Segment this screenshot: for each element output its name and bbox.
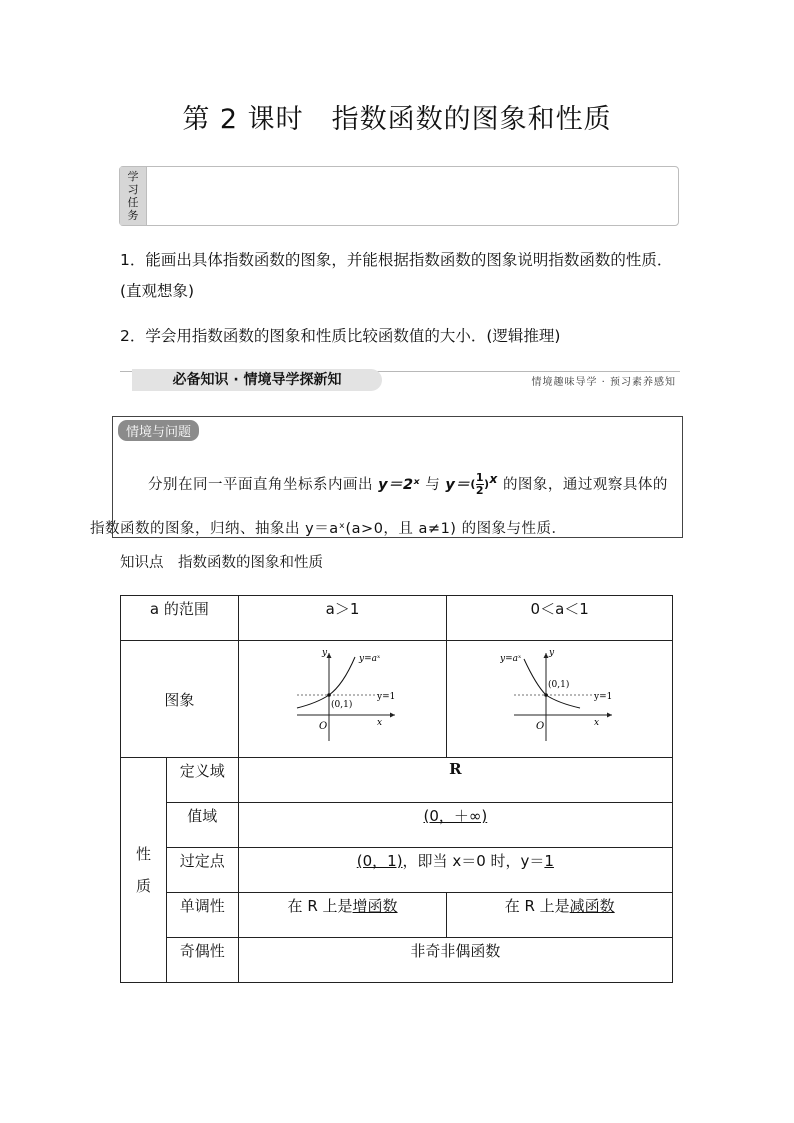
learning-task-label: 学习任务 — [120, 167, 147, 225]
parity-value: 非奇非偶函数 — [238, 938, 672, 983]
parity-label: 奇偶性 — [166, 938, 238, 983]
graph-increasing — [238, 641, 447, 758]
properties-table — [120, 595, 673, 983]
curve-label: y=aˣ — [499, 654, 521, 664]
point-label: (0,1) — [547, 680, 570, 690]
section-banner — [120, 367, 680, 393]
line-label: y=1 — [376, 692, 395, 702]
situation-text: 分别在同一平面直角坐标系内画出 y＝2ˣ 与 y＝( $\frac{1}{2}$ )$^x$ 的图象，通过观察具体的 指数函数的图象，归纳、抽象出 y＝aˣ(a>0，且 a≠1) 的图象与性质． — [90, 471, 668, 537]
graph-decreasing — [447, 641, 673, 758]
domain-value: R — [238, 758, 672, 803]
line-label: y=1 — [593, 692, 613, 702]
monotonicity-label: 单调性 — [166, 893, 238, 938]
range-label: 值域 — [166, 803, 238, 848]
x-axis-label: x — [376, 718, 382, 728]
monotonicity-increasing: 在 R 上是增函数 — [238, 893, 447, 938]
property-label: 性 质 — [121, 758, 167, 983]
decreasing-exponential-graph — [500, 647, 620, 747]
origin-label: O — [318, 721, 327, 732]
page-title: 第 2 课时 指数函数的图象和性质 — [182, 104, 612, 135]
fixed-point-value: (0，1)，即当 x＝0 时，y＝1 — [238, 848, 672, 893]
situation-tag: 情境与问题 — [118, 420, 199, 441]
banner-title: 必备知识 · 情境导学探新知 — [132, 369, 382, 391]
increasing-exponential-graph — [283, 647, 403, 747]
x-axis-label: x — [593, 718, 599, 728]
origin-label: O — [535, 721, 544, 732]
graph-label: 图象 — [121, 641, 239, 758]
header-range: a 的范围 — [121, 596, 239, 641]
y-axis-label: y — [321, 648, 327, 658]
curve-label: y=aˣ — [358, 654, 380, 664]
domain-label: 定义域 — [166, 758, 238, 803]
monotonicity-decreasing: 在 R 上是减函数 — [447, 893, 673, 938]
objective-2: 2．学会用指数函数的图象和性质比较函数值的大小．(逻辑推理) — [120, 327, 561, 345]
objective-1: 1．能画出具体指数函数的图象，并能根据指数函数的图象说明指数函数的性质．(直观想象) — [120, 251, 673, 300]
header-case-a-gt-1: a＞1 — [238, 596, 447, 641]
header-case-a-lt-1: 0＜a＜1 — [447, 596, 673, 641]
fixed-point-label: 过定点 — [166, 848, 238, 893]
y-axis-label: y — [548, 648, 554, 658]
range-value: (0，＋∞) — [238, 803, 672, 848]
knowledge-point-heading: 知识点 指数函数的图象和性质 — [120, 555, 323, 571]
point-label: (0,1) — [330, 700, 352, 710]
situation-box — [90, 416, 683, 538]
banner-subtitle: 情境趣味导学 · 预习素养感知 — [531, 377, 676, 388]
learning-task-box — [119, 166, 679, 226]
